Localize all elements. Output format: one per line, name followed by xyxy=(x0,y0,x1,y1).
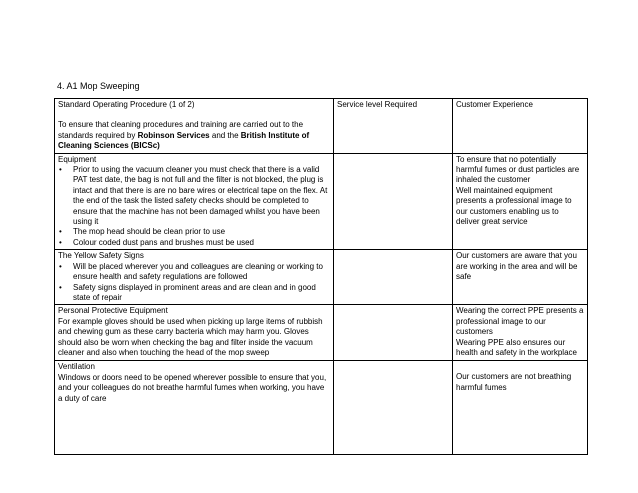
bullet-list xyxy=(58,165,330,248)
table-row xyxy=(55,361,588,455)
company-name: Robinson Services xyxy=(137,130,210,140)
row-title: Equipment xyxy=(58,154,97,164)
customer-cell: Our customers are aware that you are working in the area and will be safe xyxy=(453,250,588,305)
section-heading: 4. A1 Mop Sweeping xyxy=(57,81,140,91)
customer-text: Our customers are not breathing harmful fumes xyxy=(456,372,572,392)
table-row xyxy=(55,250,588,305)
institute-name: British Institute of Cleaning Sciences (BICSc) xyxy=(58,130,310,151)
list-item: • Safety signs displayed in prominent areas and are clean and in good state of repair xyxy=(58,283,330,304)
row-text: Windows or doors need to be opened wherever possible to ensure that you, and your colleagues do not breathe harmful fumes when working, you have a duty of care xyxy=(58,372,327,403)
bullet-list xyxy=(58,262,330,304)
row-text: For example gloves should be used when picking up large items of rubbish and chewing gum as these carry bacteria which may harm you. Gloves should also be worn when checking the bag and filter inside the vacuum cleaner and also when touching the head of the mop sweep xyxy=(58,316,323,357)
list-item: • Will be placed wherever you and colleagues are cleaning or working to ensure health and safety regulations are followed xyxy=(58,262,330,283)
procedure-cell xyxy=(55,305,334,361)
customer-experience-header: Customer Experience xyxy=(453,99,588,154)
row-title: Personal Protective Equipment xyxy=(58,306,168,316)
sop-table xyxy=(54,98,588,455)
service-level-cell xyxy=(334,305,453,361)
row-title: Ventilation xyxy=(58,362,95,372)
table-header-row xyxy=(55,99,588,154)
service-level-cell xyxy=(334,250,453,305)
table-row xyxy=(55,305,588,361)
table-row xyxy=(55,153,588,250)
procedure-cell xyxy=(55,153,334,250)
service-level-header: Service level Required xyxy=(334,99,453,154)
row-title: The Yellow Safety Signs xyxy=(58,251,144,261)
customer-cell xyxy=(453,361,588,455)
service-level-cell xyxy=(334,361,453,455)
sop-intro: To ensure that cleaning procedures and training are carried out to the standards required by Robinson Services and the British Institute of Cleaning Sciences (BICSc) xyxy=(58,120,310,151)
customer-cell: To ensure that no potentially harmful fumes or dust particles are inhaled the customer Well maintained equipment presents a professional image to our customers enabling us to deliver great service xyxy=(453,153,588,250)
customer-cell: Wearing the correct PPE presents a professional image to our customers Wearing PPE also ensures our health and safety in the workplace xyxy=(453,305,588,361)
procedure-header-cell xyxy=(55,99,334,154)
sop-title: Standard Operating Procedure (1 of 2) xyxy=(58,100,195,109)
service-level-cell xyxy=(334,153,453,250)
list-item: • Prior to using the vacuum cleaner you must check that there is a valid PAT test date, the bag is not full and the filter is not blocked, the plug is intact and that there is are no bare wires or electrical tape on the flex. At the end of the task the listed safety checks should be completed to ensure that the machine has not been damaged whilst you have been using it xyxy=(58,165,330,227)
procedure-cell xyxy=(55,250,334,305)
list-item: • Colour coded dust pans and brushes must be used xyxy=(58,238,330,248)
procedure-cell xyxy=(55,361,334,455)
list-item: • The mop head should be clean prior to use xyxy=(58,227,330,237)
